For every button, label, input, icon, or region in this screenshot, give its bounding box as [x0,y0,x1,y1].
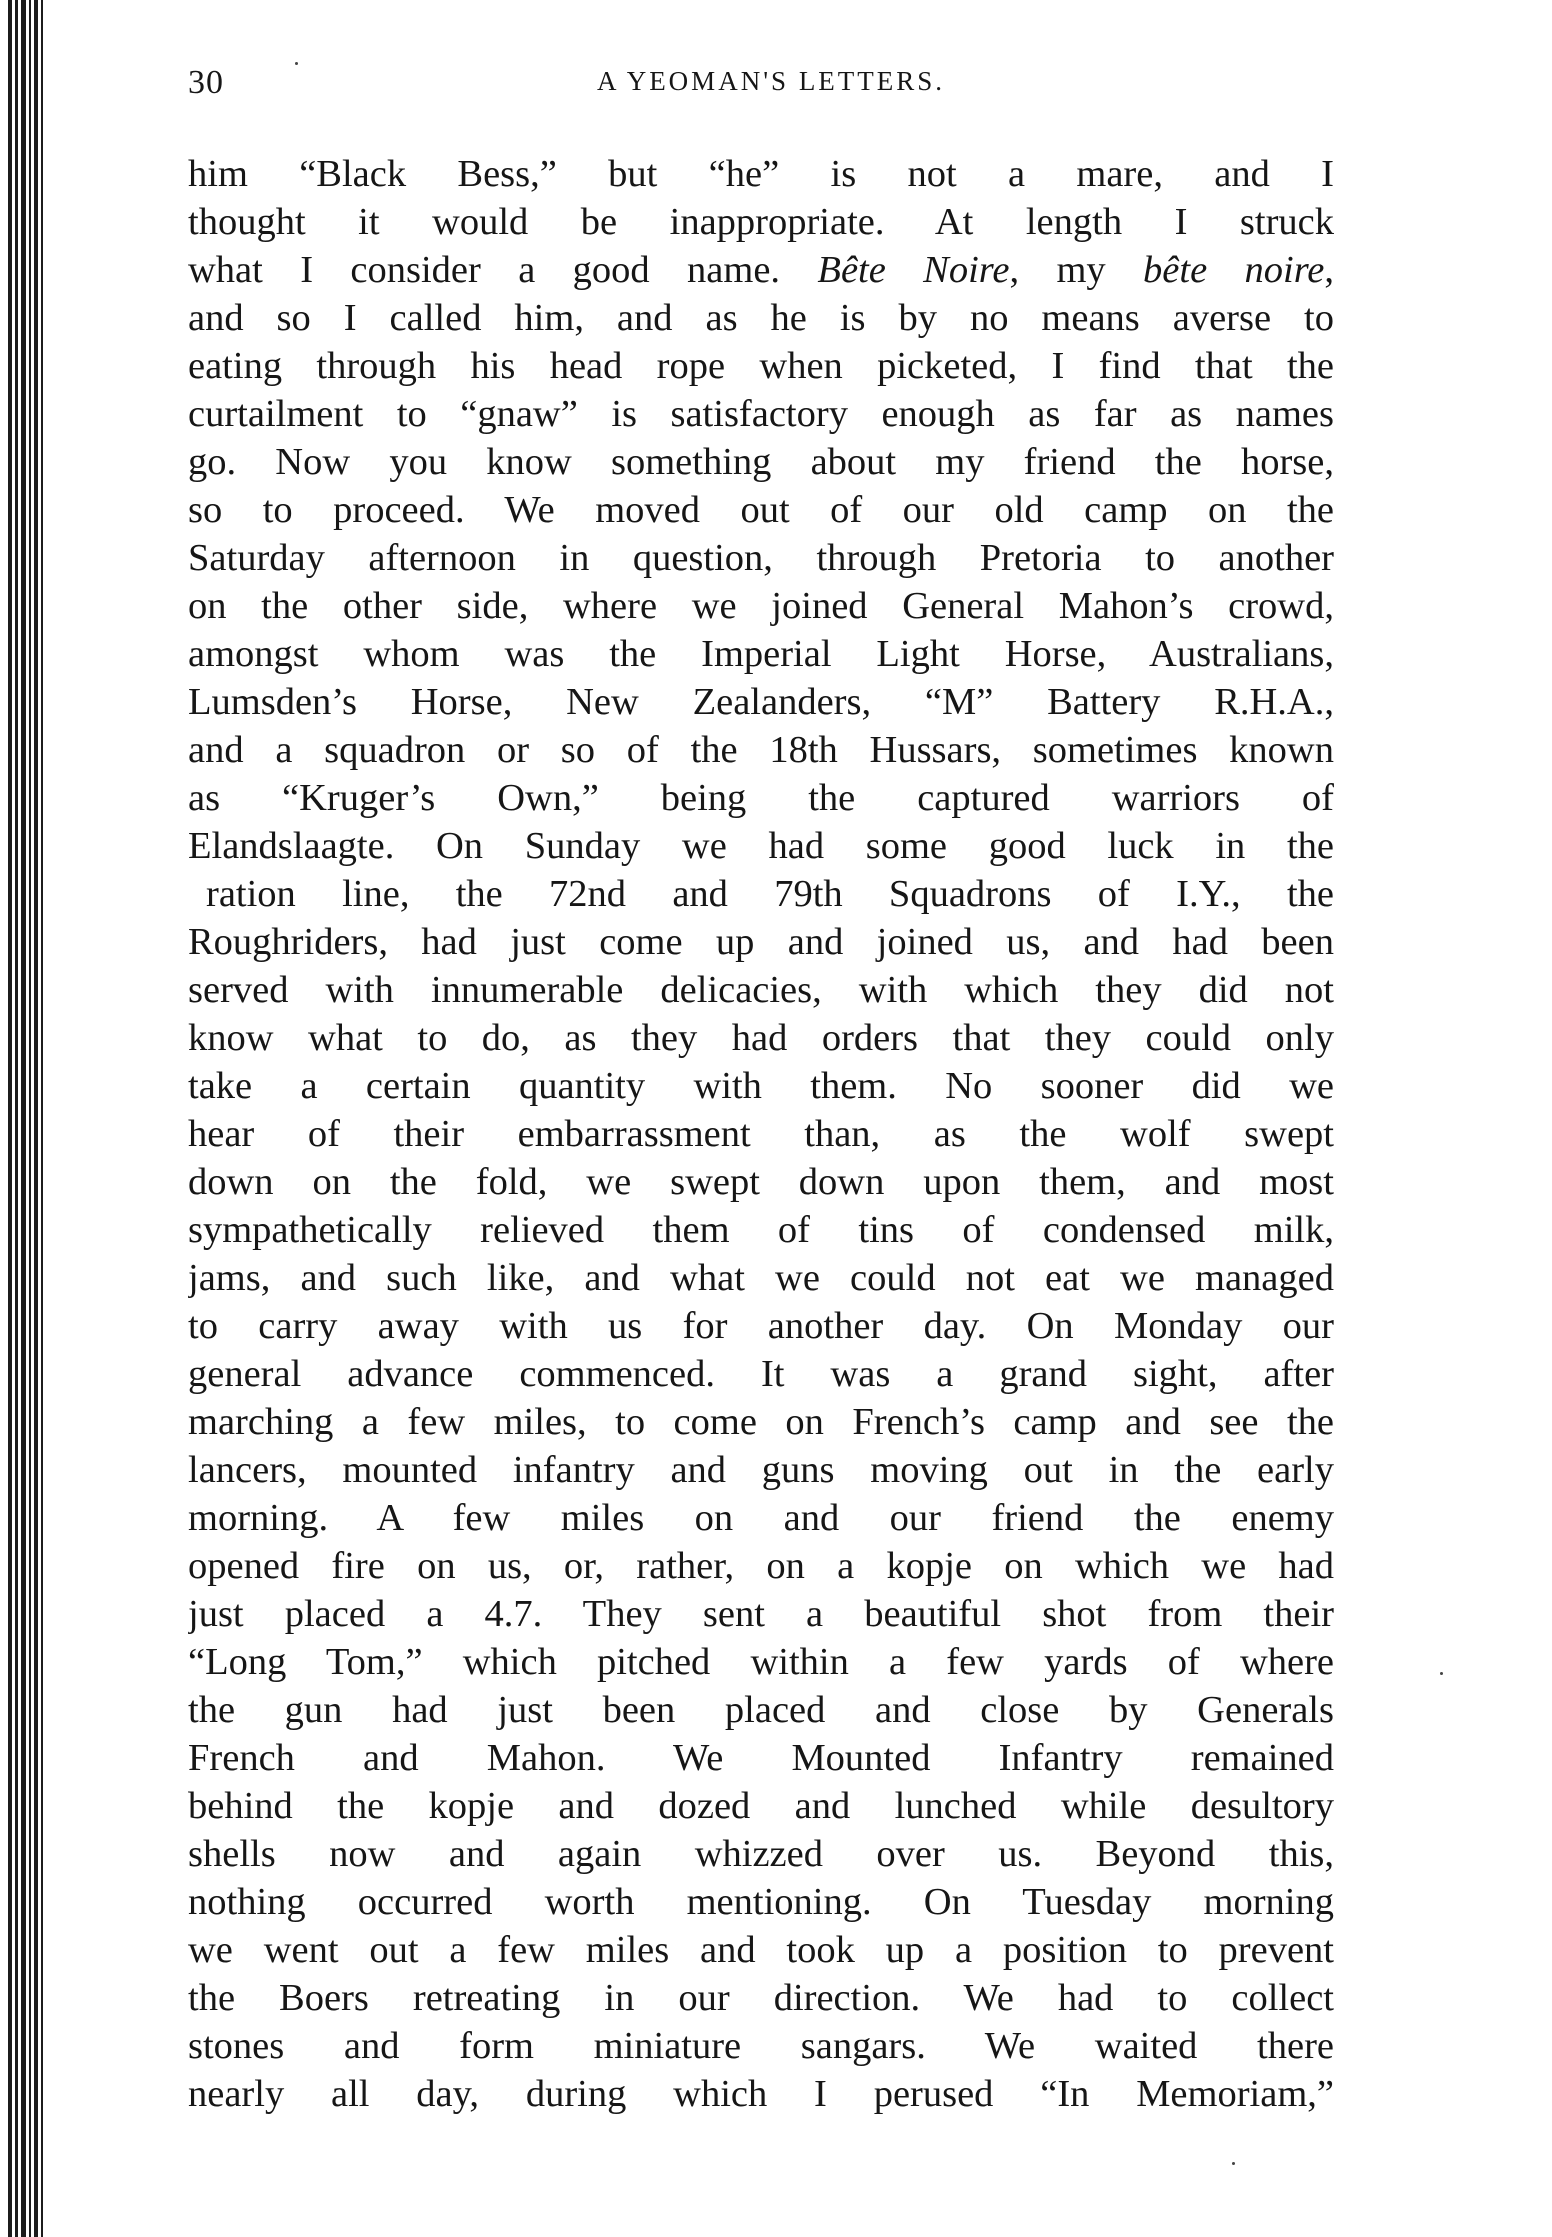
text-line: on the other side, where we joined General Mahon’s crowd, [188,585,1334,627]
page-header [188,64,1334,104]
text-line: the Boers retreating in our direction. We had to collect [188,1977,1334,2019]
text-line: marching a few miles, to come on French’s camp and see the [188,1401,1334,1443]
text-line: lancers, mounted infantry and guns moving out in the early [188,1449,1334,1491]
text-line: nearly all day, during which I perused “In Memoriam,” [188,2073,1334,2115]
text-line: nothing occurred worth mentioning. On Tuesday morning [188,1881,1334,1923]
text-line: general advance commenced. It was a grand sight, after [188,1353,1334,1395]
text-line: so to proceed. We moved out of our old camp on the [188,489,1334,531]
binding-edge [0,0,52,2237]
text-line: go. Now you know something about my friend the horse, [188,441,1334,483]
text-line: hear of their embarrassment than, as the wolf swept [188,1113,1334,1155]
text-line: him “Black Bess,” but “he” is not a mare, and I [188,153,1334,195]
text-line: and so I called him, and as he is by no means averse to [188,297,1334,339]
text-line: served with innumerable delicacies, with which they did not [188,969,1334,1011]
text-line: morning. A few miles on and our friend the enemy [188,1497,1334,1539]
text-line: as “Kruger’s Own,” being the captured warriors of [188,777,1334,819]
text-line: amongst whom was the Imperial Light Horse, Australians, [188,633,1334,675]
text-line: take a certain quantity with them. No sooner did we [188,1065,1334,1107]
text-line: jams, and such like, and what we could not eat we managed [188,1257,1334,1299]
text-line: just placed a 4.7. They sent a beautiful shot from their [188,1593,1334,1635]
scan-speck [1440,1672,1443,1675]
body-text [188,150,1334,2118]
text-line: shells now and again whizzed over us. Beyond this, [188,1833,1334,1875]
scan-speck [295,62,298,65]
text-line: “Long Tom,” which pitched within a few yards of where [188,1641,1334,1683]
text-line: the gun had just been placed and close by Generals [188,1689,1334,1731]
text-line: French and Mahon. We Mounted Infantry remained [188,1737,1334,1779]
text-line: behind the kopje and dozed and lunched while desultory [188,1785,1334,1827]
text-line: to carry away with us for another day. On Monday our [188,1305,1334,1347]
text-line: stones and form miniature sangars. We waited there [188,2025,1334,2067]
text-line: eating through his head rope when picketed, I find that the [188,345,1334,387]
text-line: Lumsden’s Horse, New Zealanders, “M” Battery R.H.A., [188,681,1334,723]
text-line: Saturday afternoon in question, through Pretoria to another [188,537,1334,579]
running-title: A YEOMAN'S LETTERS. [596,66,946,96]
text-line: we went out a few miles and took up a position to prevent [188,1929,1334,1971]
text-line: down on the fold, we swept down upon them, and most [188,1161,1334,1203]
text-line: ration line, the 72nd and 79th Squadrons of I.Y., the [206,873,1334,915]
text-line: what I consider a good name. Bête Noire, my bête noire, [188,249,1334,291]
text-line: opened fire on us, or, rather, on a kopje on which we had [188,1545,1334,1587]
page-number: 30 [188,64,224,101]
scan-speck [1232,2162,1235,2165]
text-line: thought it would be inappropriate. At length I struck [188,201,1334,243]
text-line: sympathetically relieved them of tins of condensed milk, [188,1209,1334,1251]
text-line: Elandslaagte. On Sunday we had some good luck in the [188,825,1334,867]
text-line: curtailment to “gnaw” is satisfactory enough as far as names [188,393,1334,435]
text-line: Roughriders, had just come up and joined us, and had been [188,921,1334,963]
text-line: know what to do, as they had orders that they could only [188,1017,1334,1059]
text-line: and a squadron or so of the 18th Hussars, sometimes known [188,729,1334,771]
